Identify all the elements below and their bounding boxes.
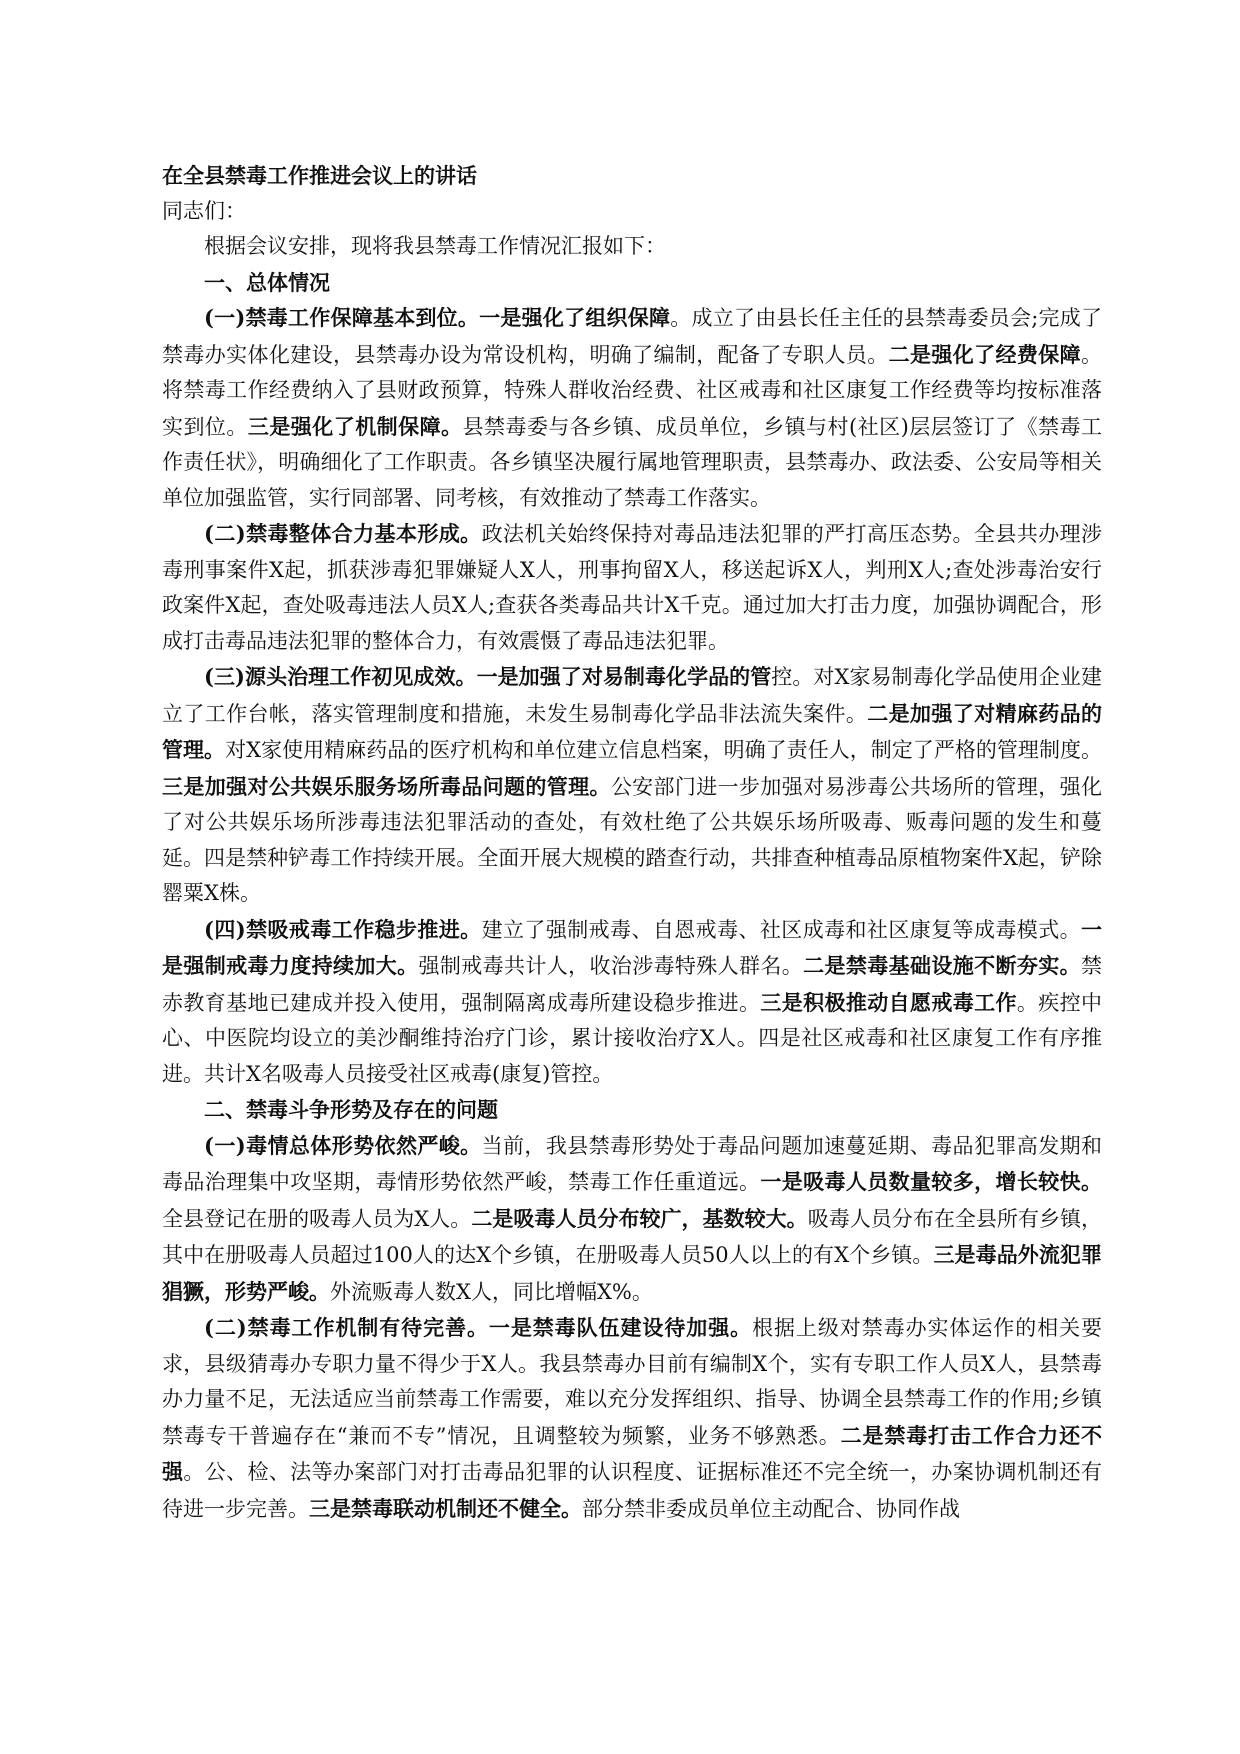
body-text: 。疾控中心、中医院均设立的美沙酮维持治疗门诊，累计接收治疗X人。四是社区戒毒和社区康复工作有序推进。共计X名吸毒人员接受社区戒毒(康复)管控。 (162, 990, 1103, 1086)
bold-text: 二是吸毒人员分布较广，基数较大。 (471, 1205, 808, 1231)
section-heading-2: 二、禁毒斗争形势及存在的问题 (204, 1097, 498, 1122)
bold-text: (三)源头治理工作初见成效。 (204, 664, 477, 689)
bold-text: 一是禁毒队伍建设待加强。 (488, 1315, 753, 1340)
document-title: 在全县禁毒工作推进会议上的讲话 (162, 163, 477, 188)
bold-text: 三是禁毒联动机制还不健全。 (309, 1495, 582, 1521)
bold-text: 三是加强对公共娱乐服务场所毒品问题的管理。 (162, 773, 611, 799)
bold-text: 二是强化了经费保障 (888, 341, 1082, 367)
bold-text: 二是禁毒基础设施不断夯实。 (803, 953, 1082, 978)
bold-text: 一是强化了组织保障 (479, 305, 671, 330)
bold-text: 一是强制戒毒力度持续加大。 (162, 916, 1103, 978)
bold-text: 二是禁毒打击工作合力还不强 (162, 1422, 1102, 1484)
bold-text: (一)毒情总体形势依然严峻。 (204, 1132, 482, 1158)
body-text: 县禁毒委与各乡镇、成员单位，乡镇与村(社区)层层签订了《禁毒工作责任状》，明确细化了工作职责。各乡镇坚决履行属地管理职责，县禁毒办、政法委、公安局等相关单位加强监管，实行同部署、同考核，有效推动了禁毒工作落实。 (162, 414, 1102, 510)
bold-text: (二)禁毒工作机制有待完善。 (204, 1315, 489, 1340)
intro-paragraph: 根据会议安排，现将我县禁毒工作情况汇报如下： (204, 234, 666, 258)
bold-text: 一是吸毒人员数量较多，增长较快。 (760, 1169, 1103, 1194)
body-text: 建立了强制戒毒、自恩戒毒、社区成毒和社区康复等成毒模式。 (481, 917, 1082, 942)
body-text: 。公、检、法等办案部门对打击毒品犯罪的认识程度、证据标准还不完全统一，办案协调机制还有待进一步完善。 (162, 1460, 1102, 1521)
body-text: 对X家使用精麻药品的医疗机构和单位建立信息档案，明确了责任人，制定了严格的管理制度。 (225, 738, 1103, 762)
body-text: 部分禁非委成员单位主动配合、协同作战 (582, 1496, 960, 1521)
paragraph (162, 912, 1102, 1093)
section-heading-1: 一、总体情况 (204, 269, 330, 295)
paragraph (162, 300, 1102, 516)
bold-text: 三是积极推动自愿戒毒工作 (760, 989, 1017, 1015)
body-text: 吸毒人员分布在全县所有乡镇，其中在册吸毒人员超过100人的达X个乡镇，在册吸毒人员50人以上的有X个乡镇。 (162, 1206, 1103, 1267)
body-text: 全县登记在册的吸毒人员为X人。 (162, 1206, 472, 1231)
bold-text: (四)禁吸戒毒工作稳步推进。 (204, 916, 482, 942)
body-text: 当前，我县禁毒形势处于毒品问题加速蔓延期、毒品犯罪高发期和毒品治理集中攻坚期，毒情形势依然严峻，禁毒工作任重道远。 (162, 1133, 1103, 1194)
body-text: 强制戒毒共计人，收治涉毒特殊人群名。 (418, 954, 804, 978)
body-text: 公安部门进一步加强对易涉毒公共场所的管理，强化了对公共娱乐场所涉毒违法犯罪活动的查处，有效杜绝了公共娱乐场所吸毒、贩毒问题的发生和蔓延。四是禁种铲毒工作持续开展。全面开展大规模的踏查行动，共排查种植毒品原植物案件X起，铲除罂粟X株。 (162, 774, 1102, 905)
body-text: 。将禁毒工作经费纳入了县财政预算，特殊人群收治经费、社区戒毒和社区康复工作经费等均按标准落实到位。 (162, 342, 1103, 439)
body-text: 。成立了由县长任主任的县禁毒委员会;完成了禁毒办实体化建设，县禁毒办设为常设机构，明确了编制，配备了专职人员。 (162, 306, 1103, 367)
body-text: 根据上级对禁毒办实体运作的相关要求，县级猜毒办专职力量不得少于X人。我县禁毒办目前有编制X个，实有专职工作人员X人，县禁毒办力量不足，无法适应当前禁毒工作需要，难以充分发挥组织、指导、协调全县禁毒工作的作用;乡镇禁毒专干普遍存在“兼而不专”情况，且调整较为频繁，业务不够熟悉。 (162, 1316, 1103, 1448)
body-text: 禁赤教育基地已建成并投入使用，强制隔离成毒所建设稳步推进。 (162, 954, 1103, 1015)
document-page (162, 158, 1102, 1527)
body-text: 控。对X家易制毒化学品使用企业建立了工作台帐，落实管理制度和措施，未发生易制毒化学品非法流失案件。 (162, 665, 1103, 726)
paragraph (162, 1310, 1102, 1527)
body-text: 外流贩毒人数X人，同比增幅X%。 (330, 1279, 653, 1304)
bold-text: 一是加强了对易制毒化学品的管 (476, 664, 772, 689)
paragraph (162, 516, 1102, 659)
bold-text: (一)禁毒工作保障基本到位。 (204, 305, 480, 330)
bold-text: 三是毒品外流犯罪猖獗，形势严峻。 (162, 1242, 1103, 1304)
body-text: 政法机关始终保持对毒品违法犯罪的严打高压态势。全县共办理涉毒刑事案件X起，抓获涉毒犯罪嫌疑人X人，刑事拘留X人，移送起诉X人，判刑X人;查处涉毒治安行政案件X起，查处吸毒违法人员X人;查获各类毒品共计X千克。通过加大打击力度，加强协调配合，形成打击毒品违法犯罪的整体合力，有效震慑了毒品违法犯罪。 (162, 522, 1103, 653)
paragraph (162, 1128, 1102, 1311)
paragraph (162, 659, 1102, 912)
bold-text: 三是强化了机制保障。 (247, 413, 463, 439)
bold-text: 二是加强了对精麻药品的管理。 (162, 700, 1103, 762)
salutation: 同志们： (162, 198, 246, 223)
bold-text: (二)禁毒整体合力基本形成。 (204, 521, 482, 546)
